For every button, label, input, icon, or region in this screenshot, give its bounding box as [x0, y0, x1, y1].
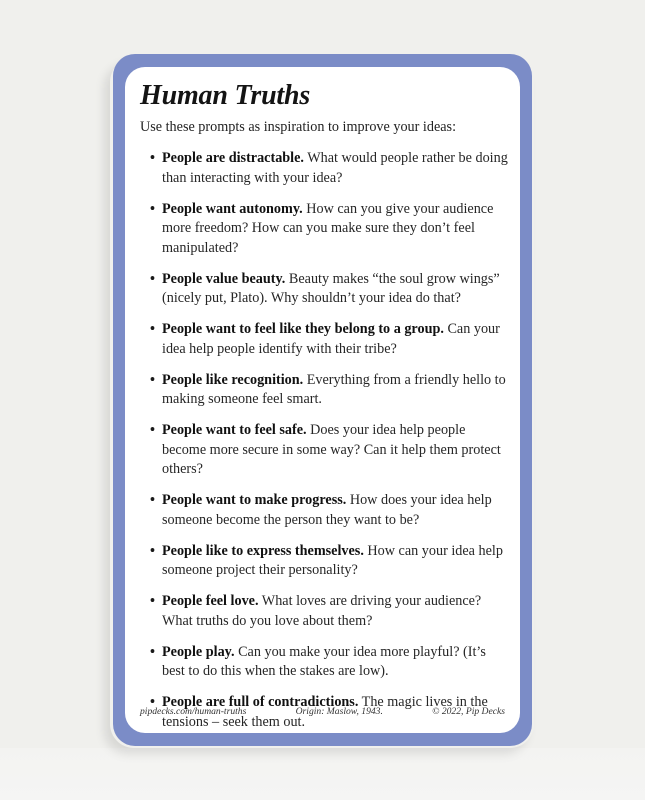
card-title: Human Truths	[140, 80, 311, 111]
background-floor	[0, 748, 645, 800]
item-text: Can your idea help people identify with their tribe?	[162, 321, 500, 357]
item-text: The magic lives in the tensions – seek them out.	[162, 694, 488, 730]
item-text: What loves are driving your audience? What truths do you love about them?	[162, 593, 482, 629]
list-item	[150, 270, 510, 309]
item-lead: People want to feel like they belong to a group.	[162, 321, 444, 337]
item-text: How can your idea help someone project their personality?	[162, 542, 503, 578]
card-face	[125, 67, 520, 733]
item-lead: People are distractable.	[162, 150, 304, 166]
bullet-icon: •	[150, 694, 155, 710]
footer-url: pipdecks.com/human-truths	[140, 706, 247, 717]
bullet-icon: •	[150, 371, 155, 388]
item-lead: People want to make progress.	[162, 492, 347, 508]
footer-copyright: © 2022, Pip Decks	[432, 706, 505, 717]
bullet-icon: •	[150, 422, 155, 438]
item-text: Can you make your idea more playful? (It’s best to do this when the stakes are low).	[162, 643, 486, 679]
item-text: Everything from a friendly hello to making someone feel smart.	[162, 371, 506, 407]
bullet-icon: •	[150, 492, 155, 508]
bullet-icon: •	[150, 542, 155, 559]
item-lead: People want to feel safe.	[162, 422, 307, 438]
list-item	[150, 491, 510, 530]
item-lead: People want autonomy.	[162, 200, 303, 217]
bullet-icon: •	[150, 321, 155, 337]
item-lead: People value beauty.	[162, 270, 286, 287]
bullet-icon: •	[150, 200, 155, 217]
bullet-icon: •	[150, 150, 155, 166]
truths-list	[150, 149, 510, 733]
item-text: Does your idea help people become more secure in some way? Can it help them protect others?	[162, 422, 501, 477]
footer-origin: Origin: Maslow, 1943.	[295, 706, 383, 717]
item-text: What would people rather be doing than interacting with your idea?	[162, 150, 508, 186]
item-lead: People are full of contradictions.	[162, 694, 359, 710]
list-item	[150, 371, 510, 410]
item-text: Beauty makes “the soul grow wings” (nicely put, Plato). Why shouldn’t your idea do that?	[162, 270, 500, 306]
item-text: How does your idea help someone become the person they want to be?	[162, 492, 492, 528]
item-lead: People feel love.	[162, 593, 259, 609]
human-truths-card	[113, 54, 532, 746]
card-footer	[140, 706, 505, 717]
list-item	[150, 542, 510, 581]
list-item	[150, 421, 510, 480]
list-item	[150, 643, 510, 682]
list-item	[150, 149, 510, 188]
list-item	[150, 592, 510, 631]
card-intro: Use these prompts as inspiration to improve your ideas:	[140, 119, 457, 135]
list-item	[150, 200, 510, 259]
list-item	[150, 320, 510, 359]
item-lead: People like to express themselves.	[162, 542, 364, 559]
item-text: How can you give your audience more freedom? How can you make sure they don’t feel manipulated?	[162, 200, 494, 256]
bullet-icon: •	[150, 593, 155, 609]
bullet-icon: •	[150, 643, 155, 660]
bullet-icon: •	[150, 270, 155, 287]
item-lead: People play.	[162, 643, 235, 660]
item-lead: People like recognition.	[162, 371, 304, 388]
